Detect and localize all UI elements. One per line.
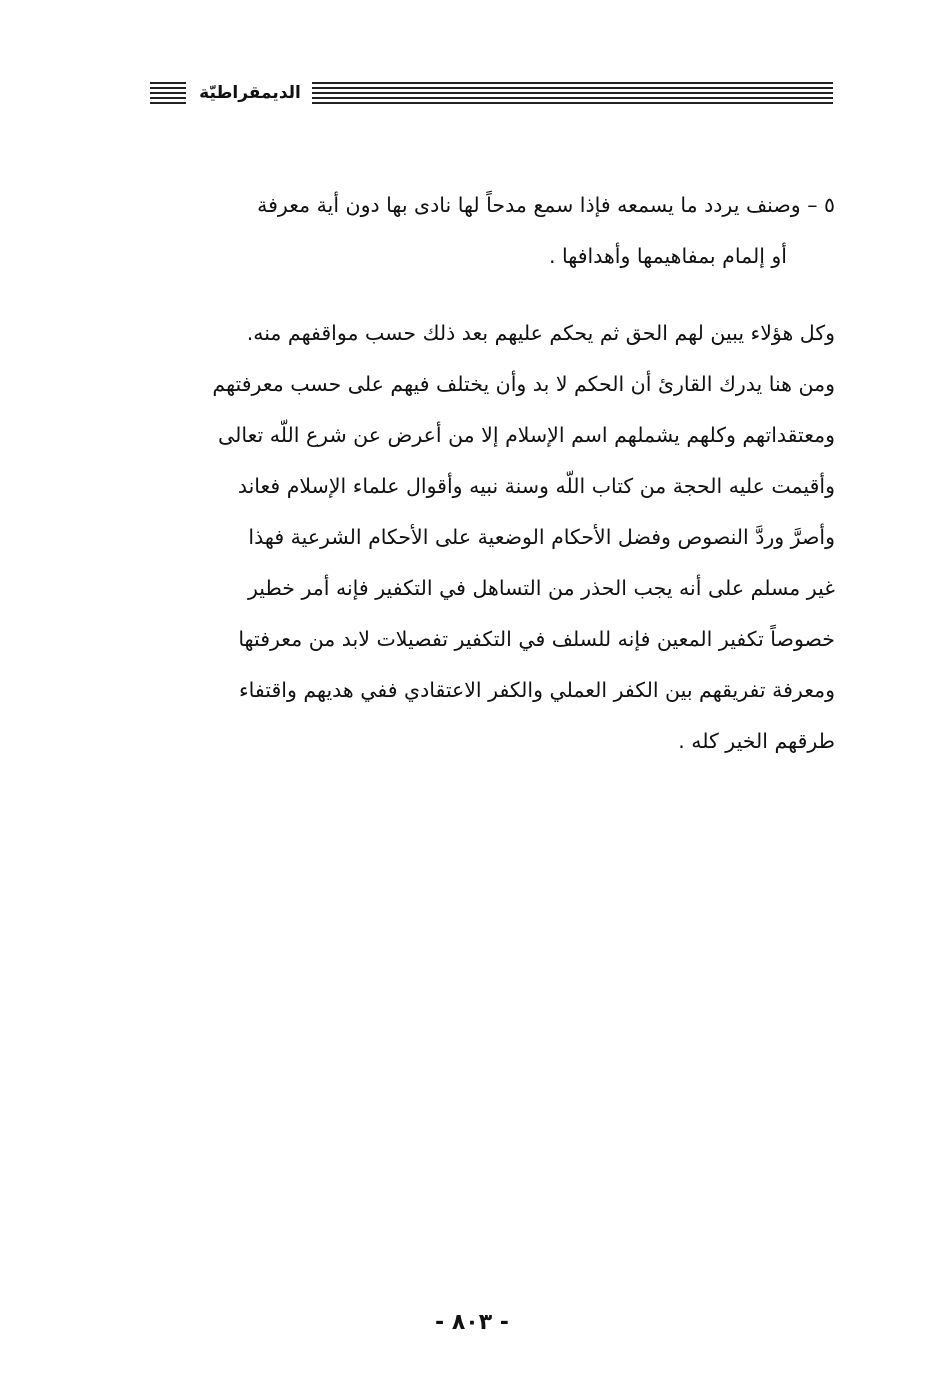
paragraph-line: طرقهم الخير كله . xyxy=(678,729,835,753)
header-rule-right xyxy=(312,82,833,106)
page-body xyxy=(150,180,835,767)
paragraph-line: غير مسلم على أنه يجب الحذر من التساهل في التكفير فإنه أمر خطير xyxy=(247,576,835,600)
paragraph-line: ومن هنا يدرك القارئ أن الحكم لا بد وأن يختلف فيهم على حسب معرفتهم xyxy=(212,372,835,396)
list-item-continuation: أو إلمام بمفاهيمها وأهدافها . xyxy=(549,244,787,268)
paragraph-line: ومعرفة تفريقهم بين الكفر العملي والكفر الاعتقادي ففي هديهم واقتفاء xyxy=(239,678,835,702)
paragraph-line: وكل هؤلاء يبين لهم الحق ثم يحكم عليهم بعد ذلك حسب مواقفهم منه. xyxy=(246,321,835,345)
paragraph-line: وأصرَّ وردَّ النصوص وفضل الأحكام الوضعية على الأحكام الشرعية فهذا xyxy=(248,525,835,549)
paragraph-line: وأقيمت عليه الحجة من كتاب اللّه وسنة نبيه وأقوال علماء الإسلام فعاند xyxy=(237,474,835,498)
list-item-5 xyxy=(150,180,835,282)
header-rule-left xyxy=(150,82,186,106)
paragraph-line: خصوصاً تكفير المعين فإنه للسلف في التكفير تفصيلات لابد من معرفتها xyxy=(238,627,835,651)
header-title: الديمقراطيّة xyxy=(199,83,301,103)
page-number: - ٨٠٣ - xyxy=(435,1310,509,1335)
list-item-text: وصنف يردد ما يسمعه فإذا سمع مدحاً لها نادى بها دون أية معرفة xyxy=(257,193,801,217)
paragraph-line: ومعتقداتهم وكلهم يشملهم اسم الإسلام إلا من أعرض عن شرع اللّه تعالى xyxy=(218,423,835,447)
main-paragraph xyxy=(150,308,835,767)
list-item-first-line xyxy=(150,180,835,231)
running-header xyxy=(150,78,833,114)
list-item-number: ٥ – xyxy=(807,193,835,217)
